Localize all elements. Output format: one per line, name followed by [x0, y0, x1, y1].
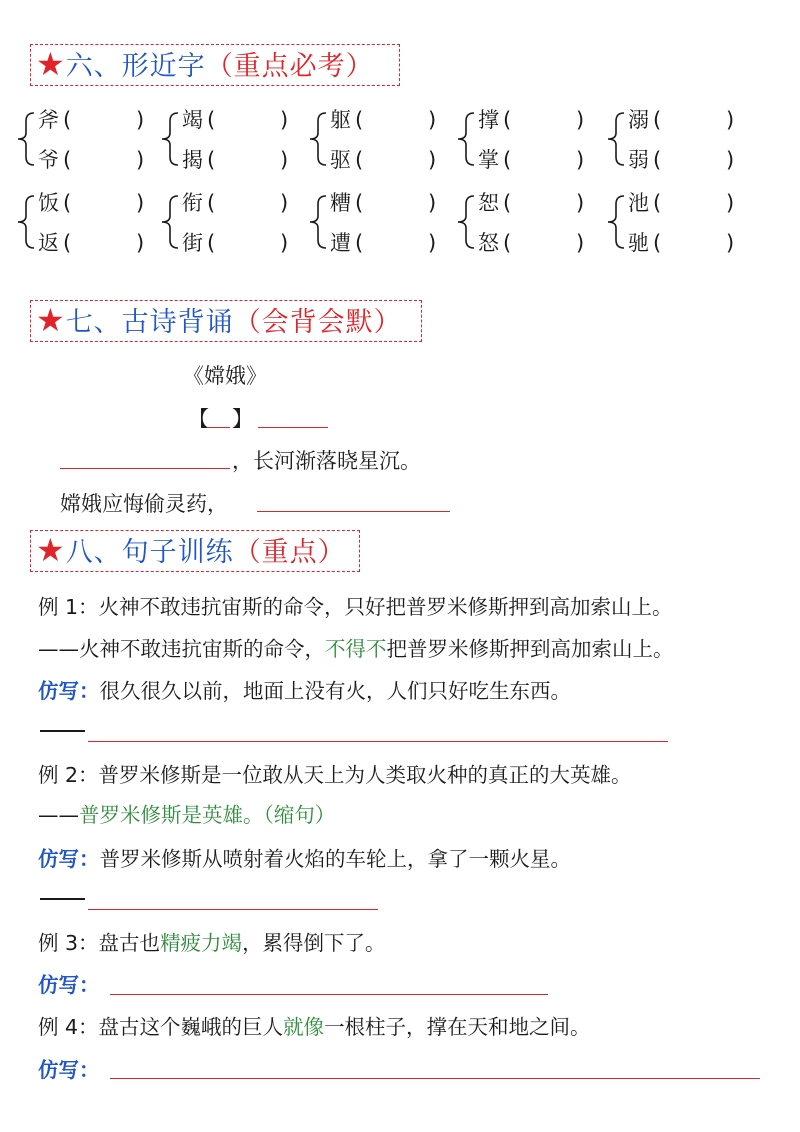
example-4-a: 例 4：盘古这个巍峨的巨人	[38, 1015, 284, 1039]
imitate-label: 仿写：	[38, 847, 100, 871]
char: 竭	[182, 108, 203, 132]
section-8-heading: 八、句子训练	[65, 537, 234, 568]
example-2: 例 2：普罗米修斯是一位敢从天上为人类取火种的真正的大英雄。	[38, 763, 632, 787]
imitate-3	[38, 970, 100, 1000]
blank-close-paren[interactable]: )	[726, 231, 735, 255]
author-blank	[258, 427, 328, 428]
section-6-heading: 六、形近字	[65, 51, 206, 82]
star-icon: ★	[36, 45, 66, 83]
blank-close-paren[interactable]: )	[576, 191, 585, 215]
brace-icon	[158, 194, 182, 250]
char: 驰	[628, 231, 649, 255]
brace-icon	[454, 194, 478, 250]
poem-line2-blank	[257, 511, 450, 512]
poem-line1-blank	[60, 468, 230, 469]
section-8-tag: （重点）	[233, 537, 346, 568]
char: 溺	[628, 108, 649, 132]
char-pair-bottom	[478, 228, 585, 258]
star-icon: ★	[36, 301, 66, 339]
brace-icon	[158, 111, 182, 167]
brace-icon	[14, 111, 38, 167]
char-pair-bottom	[38, 145, 145, 175]
blank-close-paren[interactable]: )	[726, 148, 735, 172]
example-1-answer-a: ——火神不敢违抗宙斯的命令，	[38, 637, 325, 661]
imitate-2	[38, 844, 571, 874]
char-pair-top	[478, 105, 585, 135]
brace-icon	[306, 194, 330, 250]
char-pair-top	[182, 188, 289, 218]
example-1-answer-highlight: 不得不	[325, 637, 387, 661]
blank-open-paren: (	[653, 148, 662, 172]
char-pair	[306, 107, 446, 177]
char-pair	[454, 107, 594, 177]
blank-close-paren[interactable]: )	[576, 108, 585, 132]
imitate-label: 仿写：	[38, 1058, 100, 1082]
section-6-tag: （重点必考）	[205, 51, 374, 82]
section-7-heading: 七、古诗背诵	[65, 307, 234, 338]
char: 衔	[182, 191, 203, 215]
blank-open-paren: (	[207, 108, 216, 132]
char-pair-top	[330, 188, 437, 218]
imitate-3-answer-line[interactable]	[110, 994, 548, 995]
imitate-1	[38, 676, 571, 706]
blank-close-paren[interactable]: )	[136, 108, 145, 132]
answer-dash	[40, 730, 85, 732]
blank-open-paren: (	[355, 108, 364, 132]
char-pair-bottom	[38, 228, 145, 258]
blank-open-paren: (	[503, 148, 512, 172]
blank-close-paren[interactable]: )	[280, 108, 289, 132]
blank-open-paren: (	[653, 191, 662, 215]
blank-close-paren[interactable]: )	[136, 191, 145, 215]
blank-open-paren: (	[207, 191, 216, 215]
char: 撑	[478, 108, 499, 132]
example-1-answer-b: 把普罗米修斯押到高加索山上。	[386, 637, 674, 661]
example-4-b: 一根柱子，撑在天和地之间。	[324, 1015, 591, 1039]
brace-icon	[14, 194, 38, 250]
blank-open-paren: (	[503, 231, 512, 255]
char-pair	[454, 190, 594, 260]
brace-icon	[306, 111, 330, 167]
brace-icon	[604, 111, 628, 167]
char-pair-bottom	[182, 228, 289, 258]
char-pair-top	[38, 105, 145, 135]
imitate-4	[38, 1055, 100, 1085]
imitate-2-answer-line[interactable]	[88, 909, 378, 910]
example-3-highlight: 精疲力竭	[160, 931, 243, 955]
char: 弱	[628, 148, 649, 172]
blank-open-paren: (	[503, 108, 512, 132]
char-pair-top	[628, 188, 735, 218]
char: 驱	[330, 148, 351, 172]
poem-line2-text: 嫦娥应悔偷灵药，	[60, 492, 228, 516]
char-pair-bottom	[628, 228, 735, 258]
star-icon: ★	[36, 531, 66, 569]
blank-close-paren[interactable]: )	[428, 148, 437, 172]
char-pair-top	[478, 188, 585, 218]
char-pair-top	[182, 105, 289, 135]
blank-close-paren[interactable]: )	[428, 108, 437, 132]
brace-icon	[454, 111, 478, 167]
blank-open-paren: (	[63, 108, 72, 132]
section-7-tag: （会背会默）	[233, 307, 402, 338]
blank-open-paren: (	[207, 148, 216, 172]
imitate-4-answer-line[interactable]	[110, 1078, 760, 1079]
char-pair-top	[330, 105, 437, 135]
char: 怒	[478, 231, 499, 255]
char-pair-top	[628, 105, 735, 135]
example-1-answer	[38, 634, 674, 664]
example-2-answer	[38, 800, 335, 830]
char: 揭	[182, 148, 203, 172]
char: 斧	[38, 108, 59, 132]
char-pair-bottom	[330, 228, 437, 258]
imitate-1-answer-line[interactable]	[88, 741, 668, 742]
section-7-title	[36, 300, 402, 343]
example-4	[38, 1012, 591, 1042]
char: 池	[628, 191, 649, 215]
blank-close-paren[interactable]: )	[576, 231, 585, 255]
imitate-label: 仿写：	[38, 679, 100, 703]
example-4-highlight: 就像	[283, 1015, 325, 1039]
section-6-title	[36, 44, 374, 87]
imitate-label: 仿写：	[38, 973, 100, 997]
blank-open-paren: (	[355, 191, 364, 215]
char: 躯	[330, 108, 351, 132]
char: 街	[182, 231, 203, 255]
poem-author-open: 【	[188, 407, 209, 431]
blank-close-paren[interactable]: )	[726, 191, 735, 215]
char: 返	[38, 231, 59, 255]
answer-dash	[40, 898, 85, 900]
char: 爷	[38, 148, 59, 172]
char: 饭	[38, 191, 59, 215]
blank-close-paren[interactable]: )	[428, 231, 437, 255]
blank-close-paren[interactable]: )	[136, 148, 145, 172]
blank-close-paren[interactable]: )	[576, 148, 585, 172]
char-pair-bottom	[182, 145, 289, 175]
char: 恕	[478, 191, 499, 215]
blank-open-paren: (	[653, 108, 662, 132]
example-3-a: 例 3：盘古也	[38, 931, 161, 955]
example-3-b: ，累得倒下了。	[242, 931, 386, 955]
example-2-answer-dash: ——	[38, 803, 79, 827]
example-1: 例 1：火神不敢违抗宙斯的命令，只好把普罗米修斯押到高加索山上。	[38, 595, 673, 619]
example-3	[38, 928, 386, 958]
dynasty-blank	[207, 427, 230, 428]
brace-icon	[604, 194, 628, 250]
blank-open-paren: (	[63, 191, 72, 215]
example-2-answer-highlight: 普罗米修斯是英雄。（缩句）	[79, 803, 336, 827]
poem-title: 《嫦娥》	[183, 364, 267, 388]
blank-open-paren: (	[63, 148, 72, 172]
poem-author-close: 】	[232, 407, 253, 431]
char-pair-bottom	[478, 145, 585, 175]
char: 掌	[478, 148, 499, 172]
char-pair	[604, 107, 744, 177]
blank-open-paren: (	[355, 148, 364, 172]
blank-open-paren: (	[653, 231, 662, 255]
section-8-title	[36, 530, 346, 573]
blank-close-paren[interactable]: )	[280, 231, 289, 255]
blank-open-paren: (	[355, 231, 364, 255]
char-pair-top	[38, 188, 145, 218]
poem-line1-text: ，长河渐落晓星沉。	[232, 449, 421, 473]
char-pair	[306, 190, 446, 260]
blank-close-paren[interactable]: )	[280, 148, 289, 172]
char-pair	[158, 107, 298, 177]
char-pair-bottom	[628, 145, 735, 175]
blank-close-paren[interactable]: )	[280, 191, 289, 215]
blank-open-paren: (	[207, 231, 216, 255]
char: 糟	[330, 191, 351, 215]
char: 遭	[330, 231, 351, 255]
blank-open-paren: (	[503, 191, 512, 215]
blank-close-paren[interactable]: )	[428, 191, 437, 215]
char-pair	[14, 107, 154, 177]
char-pair	[604, 190, 744, 260]
char-pair	[158, 190, 298, 260]
imitate-2-text: 普罗米修斯从喷射着火焰的车轮上，拿了一颗火星。	[99, 847, 571, 871]
char-pair-bottom	[330, 145, 437, 175]
imitate-1-text: 很久很久以前，地面上没有火，人们只好吃生东西。	[99, 679, 571, 703]
blank-close-paren[interactable]: )	[136, 231, 145, 255]
char-pair	[14, 190, 154, 260]
blank-open-paren: (	[63, 231, 72, 255]
blank-close-paren[interactable]: )	[726, 108, 735, 132]
